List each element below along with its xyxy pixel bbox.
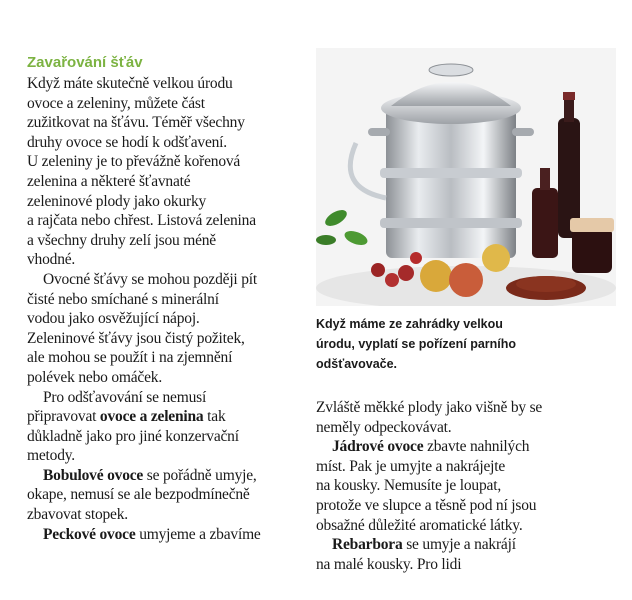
text-line: Když máte skutečně velkou úrodu bbox=[27, 75, 233, 92]
paragraph-intro bbox=[27, 74, 309, 270]
text-line: druhy ovoce se hodí k odšťavení. bbox=[27, 133, 227, 151]
paragraph-rhubarb bbox=[316, 535, 616, 574]
text-line: obsažné důležité aromatické látky. bbox=[316, 516, 523, 534]
text-line: čisté nebo smíchané s minerální bbox=[27, 290, 219, 308]
apple bbox=[482, 244, 510, 272]
paragraph-cherries bbox=[316, 398, 616, 437]
text-line: zeleninové plody jako okurky bbox=[27, 192, 207, 210]
section-heading: Zavařování šťáv bbox=[27, 54, 143, 71]
text-line: zbavovat stopek. bbox=[27, 506, 128, 524]
photo-caption bbox=[316, 314, 616, 374]
text-line: Ovocné šťávy se mohou později pít bbox=[43, 270, 257, 288]
paragraph-berries bbox=[27, 466, 309, 525]
juicer-pot bbox=[386, 108, 516, 258]
text-line: okape, nemusí se ale bezpodmínečně bbox=[27, 486, 250, 504]
text-line: na kousky. Nemusíte je loupat, bbox=[316, 477, 501, 495]
text-line: a všechny druhy zelí jsou méně bbox=[27, 231, 216, 249]
text-line: míst. Pak je umyjte a nakrájejte bbox=[316, 457, 506, 475]
text-line: ale mohou se použít i na zjemnění bbox=[27, 349, 233, 367]
text-line: U zeleniny je to převážně kořenová bbox=[27, 153, 241, 171]
text-line: vhodné. bbox=[27, 251, 76, 269]
caption-line: odšťavovače. bbox=[316, 357, 398, 371]
caption-line: Když máme ze zahrádky velkou bbox=[316, 317, 503, 331]
caption-line: úrodu, vyplatí se pořízení parního bbox=[316, 337, 517, 351]
text-line: Pro odšťavování se nemusí bbox=[43, 388, 207, 406]
text-line: a rajčata nebo chřest. Listová zelenina bbox=[27, 212, 256, 230]
text-line: se umyje a nakrájí bbox=[402, 536, 516, 554]
bottle bbox=[532, 188, 558, 258]
steam-juicer-photo bbox=[316, 48, 616, 306]
apple bbox=[449, 263, 483, 297]
bold-term: Jádrové ovoce bbox=[332, 438, 424, 456]
text-line: Zvláště měkké plody jako višně by se bbox=[316, 399, 543, 416]
bold-term: ovoce a zelenina bbox=[99, 408, 204, 426]
paragraph-preparation bbox=[27, 388, 309, 466]
bold-term: Bobulové ovoce bbox=[43, 466, 144, 484]
paragraph-pome-fruit bbox=[316, 437, 616, 535]
paragraph-juices bbox=[27, 270, 309, 388]
steam-juicer-illustration bbox=[316, 48, 616, 306]
bold-term: Rebarbora bbox=[332, 536, 403, 554]
bold-term: Peckové ovoce bbox=[43, 525, 136, 543]
text-line: tak bbox=[203, 408, 226, 426]
text-line: důkladně jako pro jiné konzervační bbox=[27, 427, 239, 445]
text-line: připravovat bbox=[27, 408, 100, 426]
text-line: metody. bbox=[27, 447, 75, 465]
text-line: neměly odpeckovávat. bbox=[316, 418, 452, 436]
paragraph-stone-fruit bbox=[27, 525, 309, 545]
right-column bbox=[316, 398, 616, 574]
text-line: na malé kousky. Pro lidi bbox=[316, 555, 462, 573]
text-line: se pořádně umyje, bbox=[143, 466, 257, 484]
text-line: zužitkovat na šťávu. Téměř všechny bbox=[27, 114, 245, 132]
text-line: protože ve slupce a těsně pod ní jsou bbox=[316, 496, 537, 514]
text-line: polévek nebo omáček. bbox=[27, 368, 163, 386]
text-line: vodou jako osvěžující nápoj. bbox=[27, 310, 200, 328]
text-line: Zeleninové šťávy jsou čistý požitek, bbox=[27, 329, 245, 347]
jam-jar bbox=[572, 228, 612, 273]
text-line: zbavte nahnilých bbox=[423, 438, 530, 456]
left-column bbox=[27, 54, 309, 544]
text-line: zelenina a některé šťavnaté bbox=[27, 172, 191, 190]
apple bbox=[420, 260, 452, 292]
text-line: ovoce a zeleniny, můžete část bbox=[27, 94, 205, 112]
text-line: umyjeme a zbavíme bbox=[135, 525, 261, 543]
